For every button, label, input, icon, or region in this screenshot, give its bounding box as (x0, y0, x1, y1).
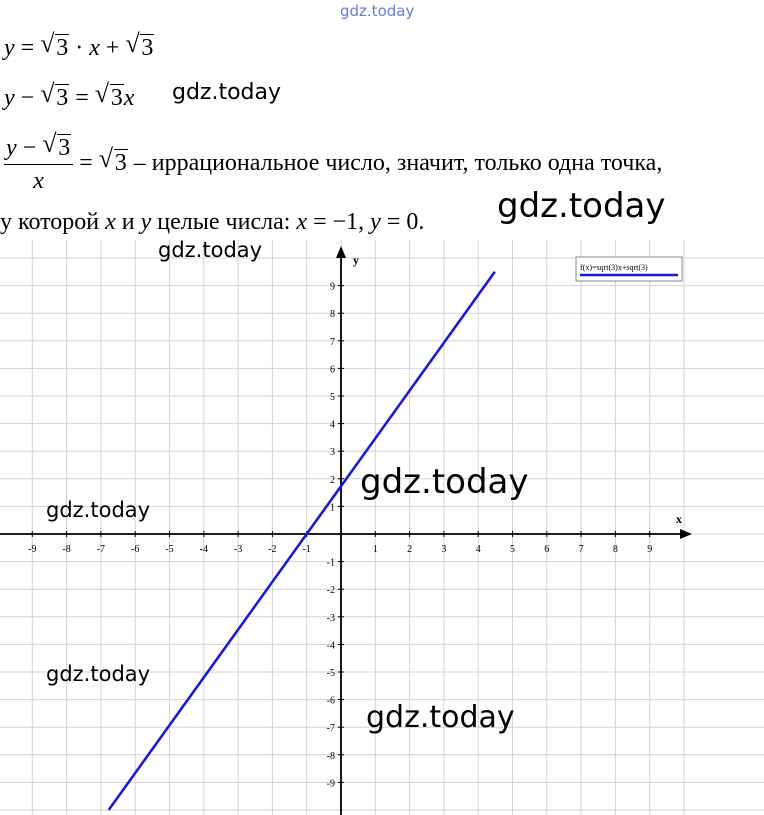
equation-2 (4, 79, 135, 112)
watermark-right-mid: gdz.today (360, 462, 529, 502)
watermark-line2: gdz.today (172, 80, 282, 105)
value: = −1, (307, 209, 371, 235)
x-tick-label: 2 (407, 544, 413, 555)
explanation-text: – иррациональное число, значит, только одна точка, (127, 150, 663, 177)
y-tick-label: 6 (330, 364, 335, 376)
op: · (69, 35, 90, 61)
sqrt-symbol: √ 3 (98, 144, 127, 177)
y-axis-arrow (336, 246, 346, 258)
y-tick-label: -1 (326, 557, 335, 569)
var-x: x (89, 35, 100, 61)
radicand: 3 (141, 35, 154, 61)
op: + (99, 35, 126, 61)
y-tick-label: -5 (326, 668, 335, 679)
op: − (16, 135, 43, 161)
sqrt-symbol: √ 3 (94, 79, 123, 111)
y-tick-label: -7 (326, 723, 335, 735)
text: и (115, 209, 141, 235)
equation-1 (4, 29, 154, 62)
y-tick-label: 9 (330, 281, 335, 293)
legend (576, 257, 682, 281)
x-tick-label: 7 (578, 544, 584, 555)
x-tick-label: 9 (647, 544, 653, 555)
var-x: x (123, 85, 135, 111)
x-tick-label: 8 (612, 544, 618, 555)
watermark-top: gdz.today (340, 2, 415, 20)
watermark-right-bottom: gdz.today (366, 700, 515, 735)
var-y: y (6, 135, 17, 161)
radicand: 3 (58, 135, 71, 161)
x-tick-label: -9 (28, 544, 37, 555)
x-axis-arrow (680, 529, 692, 539)
var-x: x (296, 209, 308, 235)
x-tick-label: 3 (441, 544, 447, 555)
sqrt-symbol: √ 3 (40, 79, 69, 111)
watermark-line4: gdz.today (497, 186, 666, 226)
y-tick-label: 1 (330, 502, 335, 514)
y-tick-label: -4 (326, 640, 335, 652)
y-tick-label: 3 (330, 447, 335, 459)
radicand: 3 (110, 85, 123, 111)
var-y: y (370, 209, 381, 235)
axes (0, 246, 692, 815)
y-axis-label: y (353, 253, 359, 267)
radicand: 3 (114, 150, 127, 177)
y-tick-label: -9 (326, 778, 335, 790)
var-y: y (4, 85, 15, 111)
op: = (69, 85, 95, 111)
x-tick-label: -2 (268, 544, 277, 555)
watermark-left-bottom: gdz.today (46, 662, 151, 686)
var-y: y (4, 35, 15, 61)
x-tick-label: 6 (544, 544, 550, 555)
x-tick-label: -6 (131, 544, 140, 555)
text: у которой (0, 209, 106, 235)
sqrt-symbol: √ 3 (40, 29, 69, 61)
x-axis-label: x (676, 512, 682, 526)
denominator: x (33, 168, 44, 194)
x-tick-label: -3 (233, 544, 243, 555)
x-tick-label: -8 (62, 544, 71, 555)
watermark-left-mid: gdz.today (46, 498, 151, 522)
y-tick-label: -8 (326, 750, 335, 762)
sqrt-symbol: √ 3 (125, 29, 154, 61)
y-tick-label: 8 (330, 309, 335, 321)
watermark-above-graph: gdz.today (158, 238, 263, 262)
x-tick-label: -5 (165, 544, 174, 555)
text: целые числа: (151, 209, 297, 235)
value: = 0. (380, 209, 425, 235)
x-tick-label: -1 (302, 544, 311, 555)
op: = (73, 150, 99, 177)
x-tick-label: 4 (475, 544, 481, 555)
var-x: x (105, 209, 116, 235)
x-tick-label: -4 (199, 544, 208, 555)
y-tick-label: 5 (330, 392, 335, 403)
legend-label: f(x)=sqrt(3)x+sqrt(3) (580, 263, 648, 272)
op: = (14, 35, 41, 61)
x-tick-label: 1 (372, 544, 378, 555)
op: − (14, 85, 41, 111)
x-tick-label: -7 (96, 544, 106, 555)
sqrt-symbol: √ 3 (42, 129, 71, 161)
y-tick-label: 7 (330, 336, 335, 348)
y-tick-label: -2 (326, 585, 335, 597)
y-tick-label: 2 (330, 474, 335, 486)
radicand: 3 (56, 35, 69, 61)
x-tick-label: 5 (510, 544, 515, 555)
y-tick-label: -3 (326, 612, 335, 624)
conclusion-line (0, 208, 424, 236)
y-tick-label: 4 (330, 419, 335, 431)
numerator (4, 129, 73, 165)
radicand: 3 (56, 85, 69, 111)
var-y: y (140, 209, 152, 235)
fraction (4, 129, 73, 195)
y-tick-label: -6 (326, 695, 335, 707)
